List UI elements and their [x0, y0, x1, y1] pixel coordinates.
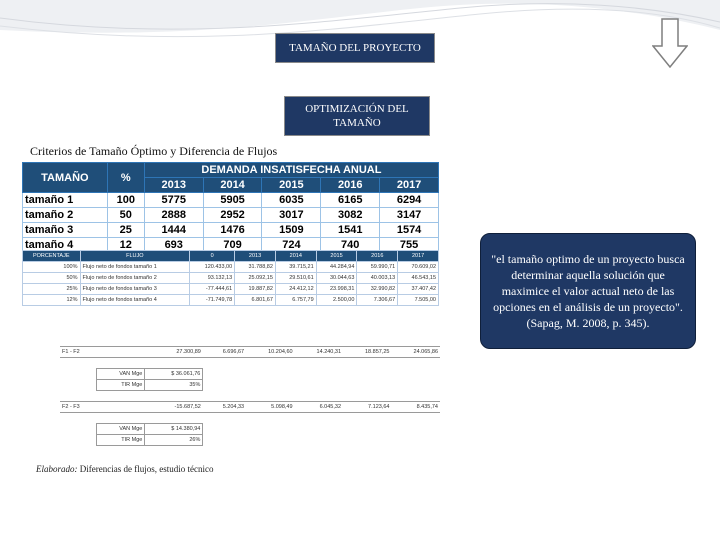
flow-label: Flujo neto de fondos tamaño 1: [80, 262, 190, 273]
value-cell: 2952: [203, 208, 262, 223]
flow-value: -71.749,78: [190, 295, 235, 306]
flow-value: 7.505,00: [398, 295, 439, 306]
flow-value: 2.500,00: [316, 295, 357, 306]
diff-value: 10.204,60: [246, 347, 294, 358]
flow-value: 120.433,00: [190, 262, 235, 273]
flow-header: 2017: [398, 251, 439, 262]
value-cell: 3147: [380, 208, 439, 223]
year-header: 2017: [380, 178, 439, 193]
value-cell: 1541: [321, 223, 380, 238]
flow-header: 2015: [316, 251, 357, 262]
diff-value: 7.123,64: [343, 402, 391, 413]
diff-value: 6.045,32: [295, 402, 343, 413]
flow-value: 24.412,12: [275, 284, 316, 295]
table-row: [23, 273, 439, 284]
col-size-header: TAMAÑO: [23, 163, 108, 193]
flow-value: 59.990,71: [357, 262, 398, 273]
flow-value: 23.998,31: [316, 284, 357, 295]
flow-value: 93.132,13: [190, 273, 235, 284]
quote-box: [480, 233, 696, 349]
diff-value: 6.696,67: [203, 347, 246, 358]
size-label: tamaño 1: [23, 193, 108, 208]
van-value: $ 14.380,94: [145, 424, 203, 435]
flow-value: 46.543,15: [398, 273, 439, 284]
diff-label: F1 - F2: [60, 347, 97, 358]
demand-table: [22, 162, 439, 253]
spacer-row: [60, 391, 440, 402]
diff-value: 5.204,33: [203, 402, 246, 413]
van-row: [60, 369, 440, 380]
value-cell: 1509: [262, 223, 321, 238]
value-cell: 724: [262, 238, 321, 253]
flow-value: 25.092,15: [235, 273, 276, 284]
flow-pct: 100%: [23, 262, 81, 273]
size-optimization-box: [284, 96, 430, 136]
diff-label: F2 - F3: [60, 402, 97, 413]
flow-pct: 12%: [23, 295, 81, 306]
value-cell: 3017: [262, 208, 321, 223]
van-row: [60, 424, 440, 435]
flow-value: 31.788,82: [235, 262, 276, 273]
year-header: 2015: [262, 178, 321, 193]
tir-row: [60, 435, 440, 446]
table-row: [23, 223, 439, 238]
size-optimization-text: OPTIMIZACIÓN DEL TAMAÑO: [305, 103, 409, 129]
pct-cell: 50: [107, 208, 144, 223]
quote-text: "el tamaño optimo de un proyecto busca determinar aquella solución que maximice el valor actual neto de las opciones en el análisis de un proyecto". (Sapag, M. 2008, p. 345).: [491, 252, 685, 330]
pct-cell: 25: [107, 223, 144, 238]
flow-header: 2014: [275, 251, 316, 262]
demand-group-header: DEMANDA INSATISFECHA ANUAL: [144, 163, 438, 178]
down-arrow-icon: [652, 18, 688, 68]
flow-label: Flujo neto de fondos tamaño 2: [80, 273, 190, 284]
table-row: [23, 208, 439, 223]
caption-text: Diferencias de flujos, estudio técnico: [77, 464, 214, 474]
tir-value: 26%: [145, 435, 203, 446]
value-cell: 6165: [321, 193, 380, 208]
year-header: 2014: [203, 178, 262, 193]
flow-value: 70.609,02: [398, 262, 439, 273]
value-cell: 709: [203, 238, 262, 253]
value-cell: 2888: [144, 208, 203, 223]
value-cell: 5905: [203, 193, 262, 208]
flow-pct: 25%: [23, 284, 81, 295]
flow-value: 29.510,61: [275, 273, 316, 284]
value-cell: 755: [380, 238, 439, 253]
flow-value: 37.407,42: [398, 284, 439, 295]
demand-table-header-row: [23, 163, 439, 178]
diff-value: 8.435,74: [391, 402, 440, 413]
value-cell: 1444: [144, 223, 203, 238]
tir-value: 35%: [145, 380, 203, 391]
size-label: tamaño 3: [23, 223, 108, 238]
tir-row: [60, 380, 440, 391]
flow-value: 44.284,94: [316, 262, 357, 273]
flow-header: FLUJO: [80, 251, 190, 262]
flow-value: 6.757,79: [275, 295, 316, 306]
diff-value: 27.300,89: [145, 347, 203, 358]
flow-value: 40.003,13: [357, 273, 398, 284]
van-label: VAN Mge: [97, 424, 145, 435]
net-flow-table: [22, 250, 439, 306]
value-cell: 3082: [321, 208, 380, 223]
flow-pct: 50%: [23, 273, 81, 284]
flow-header-row: [23, 251, 439, 262]
project-size-title-text: TAMAÑO DEL PROYECTO: [289, 42, 421, 54]
flow-value: 6.801,67: [235, 295, 276, 306]
table-row: [23, 295, 439, 306]
spacer-row: [60, 413, 440, 424]
flow-header: 2013: [235, 251, 276, 262]
diff-row-f1f2: [60, 347, 440, 358]
table-row: [23, 193, 439, 208]
van-label: VAN Mge: [97, 369, 145, 380]
flow-value: 19.887,82: [235, 284, 276, 295]
flow-value: 30.044,63: [316, 273, 357, 284]
col-pct-header: %: [107, 163, 144, 193]
diff-value: 14.240,31: [295, 347, 343, 358]
flow-value: 39.715,21: [275, 262, 316, 273]
tir-label: TIR Mge: [97, 380, 145, 391]
figure-caption: [36, 464, 213, 474]
value-cell: 1476: [203, 223, 262, 238]
van-value: $ 36.061,76: [145, 369, 203, 380]
value-cell: 5775: [144, 193, 203, 208]
value-cell: 693: [144, 238, 203, 253]
diff-value: 18.857,25: [343, 347, 391, 358]
flow-header: PORCENTAJE: [23, 251, 81, 262]
size-label: tamaño 4: [23, 238, 108, 253]
flow-value: -77.444,61: [190, 284, 235, 295]
flow-header: 0: [190, 251, 235, 262]
value-cell: 6035: [262, 193, 321, 208]
pct-cell: 12: [107, 238, 144, 253]
flow-label: Flujo neto de fondos tamaño 3: [80, 284, 190, 295]
pct-cell: 100: [107, 193, 144, 208]
diff-value: 24.065,86: [391, 347, 440, 358]
flow-header: 2016: [357, 251, 398, 262]
project-size-title-box: [275, 33, 435, 63]
flow-difference-table: [60, 346, 440, 446]
flow-label: Flujo neto de fondos tamaño 4: [80, 295, 190, 306]
flow-value: 32.990,82: [357, 284, 398, 295]
value-cell: 1574: [380, 223, 439, 238]
diff-value: 5.098,49: [246, 402, 294, 413]
caption-prefix: Elaborado:: [36, 464, 78, 474]
value-cell: 6294: [380, 193, 439, 208]
table-row: [23, 284, 439, 295]
tir-label: TIR Mge: [97, 435, 145, 446]
year-header: 2016: [321, 178, 380, 193]
year-header: 2013: [144, 178, 203, 193]
value-cell: 740: [321, 238, 380, 253]
criteria-title: Criterios de Tamaño Óptimo y Diferencia de Flujos: [30, 144, 278, 158]
size-label: tamaño 2: [23, 208, 108, 223]
flow-value: 7.306,67: [357, 295, 398, 306]
table-row: [23, 262, 439, 273]
diff-value: -15.687,52: [145, 402, 203, 413]
diff-row-f2f3: [60, 402, 440, 413]
spacer-row: [60, 358, 440, 369]
